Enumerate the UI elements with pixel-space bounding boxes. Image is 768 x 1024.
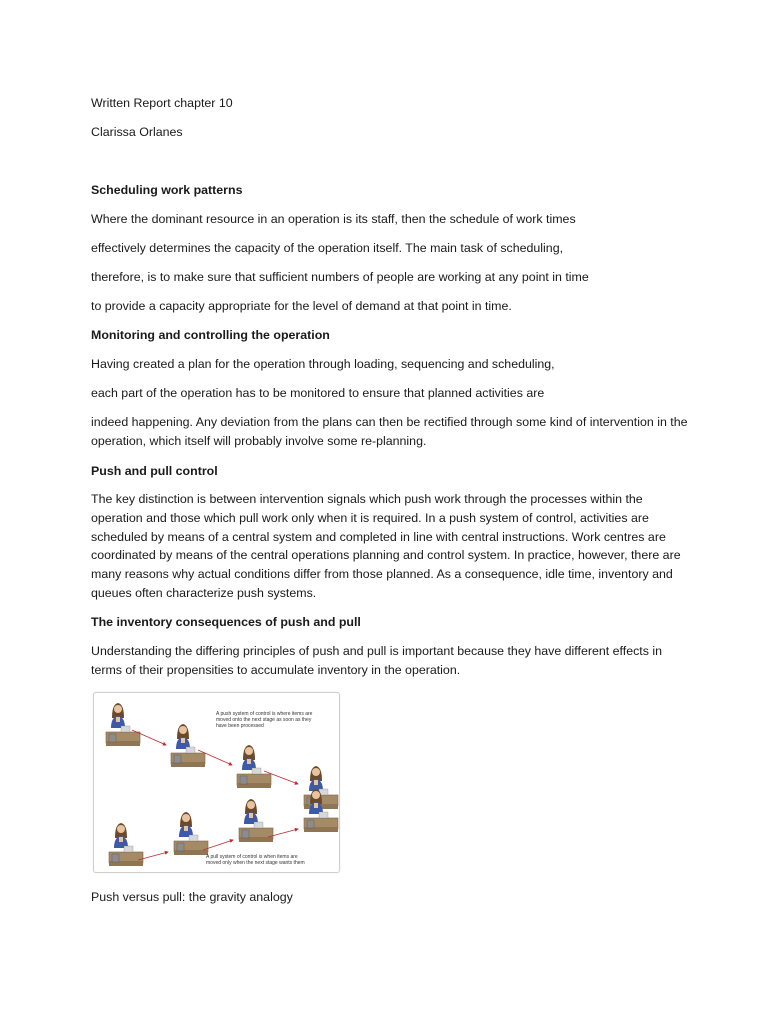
text-line: Having created a plan for the operation through loading, sequencing and scheduling,: [91, 357, 555, 371]
worker-icon: [174, 812, 208, 855]
push-pull-diagram: [94, 693, 339, 872]
heading-monitoring: Monitoring and controlling the operation: [91, 328, 330, 342]
push-caption: A push system of control is where items are: [216, 711, 313, 717]
worker-icon: [109, 823, 143, 866]
push-caption: have been processed: [216, 723, 264, 729]
monitoring-paragraph: indeed happening. Any deviation from the plans can then be rectified through some kind of intervention in the operation, which itself will probably involve some re-planning.: [91, 415, 688, 448]
text-line: effectively determines the capacity of the operation itself. The main task of scheduling,: [91, 241, 564, 255]
document-title: Written Report chapter 10: [91, 96, 233, 110]
author-name: Clarissa Orlanes: [91, 125, 183, 139]
text-line: to provide a capacity appropriate for the level of demand at that point in time.: [91, 299, 512, 313]
push-caption: moved onto the next stage as soon as they: [216, 717, 312, 723]
text-line: Where the dominant resource in an operation is its staff, then the schedule of work times: [91, 212, 576, 226]
push-pull-figure: [93, 692, 340, 873]
heading-push-pull: Push and pull control: [91, 464, 218, 478]
pull-caption: A pull system of control is when items are: [206, 854, 298, 860]
worker-icon: [171, 724, 205, 767]
worker-icon: [106, 703, 140, 746]
inventory-paragraph: Understanding the differing principles of push and pull is important because they have different effects in terms of their propensities to accumulate inventory in the operation.: [91, 644, 663, 677]
worker-icon: [237, 745, 271, 788]
heading-inventory: The inventory consequences of push and pull: [91, 615, 361, 629]
text-line: therefore, is to make sure that sufficient numbers of people are working at any point in time: [91, 270, 589, 284]
figure-subheading: Push versus pull: the gravity analogy: [91, 890, 293, 904]
heading-scheduling: Scheduling work patterns: [91, 183, 243, 197]
worker-icon: [239, 799, 273, 842]
text-line: each part of the operation has to be monitored to ensure that planned activities are: [91, 386, 545, 400]
push-pull-paragraph: The key distinction is between intervention signals which push work through the processes within the operation and those which pull work only when it is required. In a push system of control, activities are scheduled by means of a central system and completed in line with central instructions. Work centres are coordinated by means of the central operations planning and control system. In practice, however, there are many reasons why actual conditions differ from those planned. As a consequence, idle time, inventory and queues often characterize push systems.: [91, 492, 681, 600]
pull-caption: moved only when the next stage wants them: [206, 860, 305, 866]
